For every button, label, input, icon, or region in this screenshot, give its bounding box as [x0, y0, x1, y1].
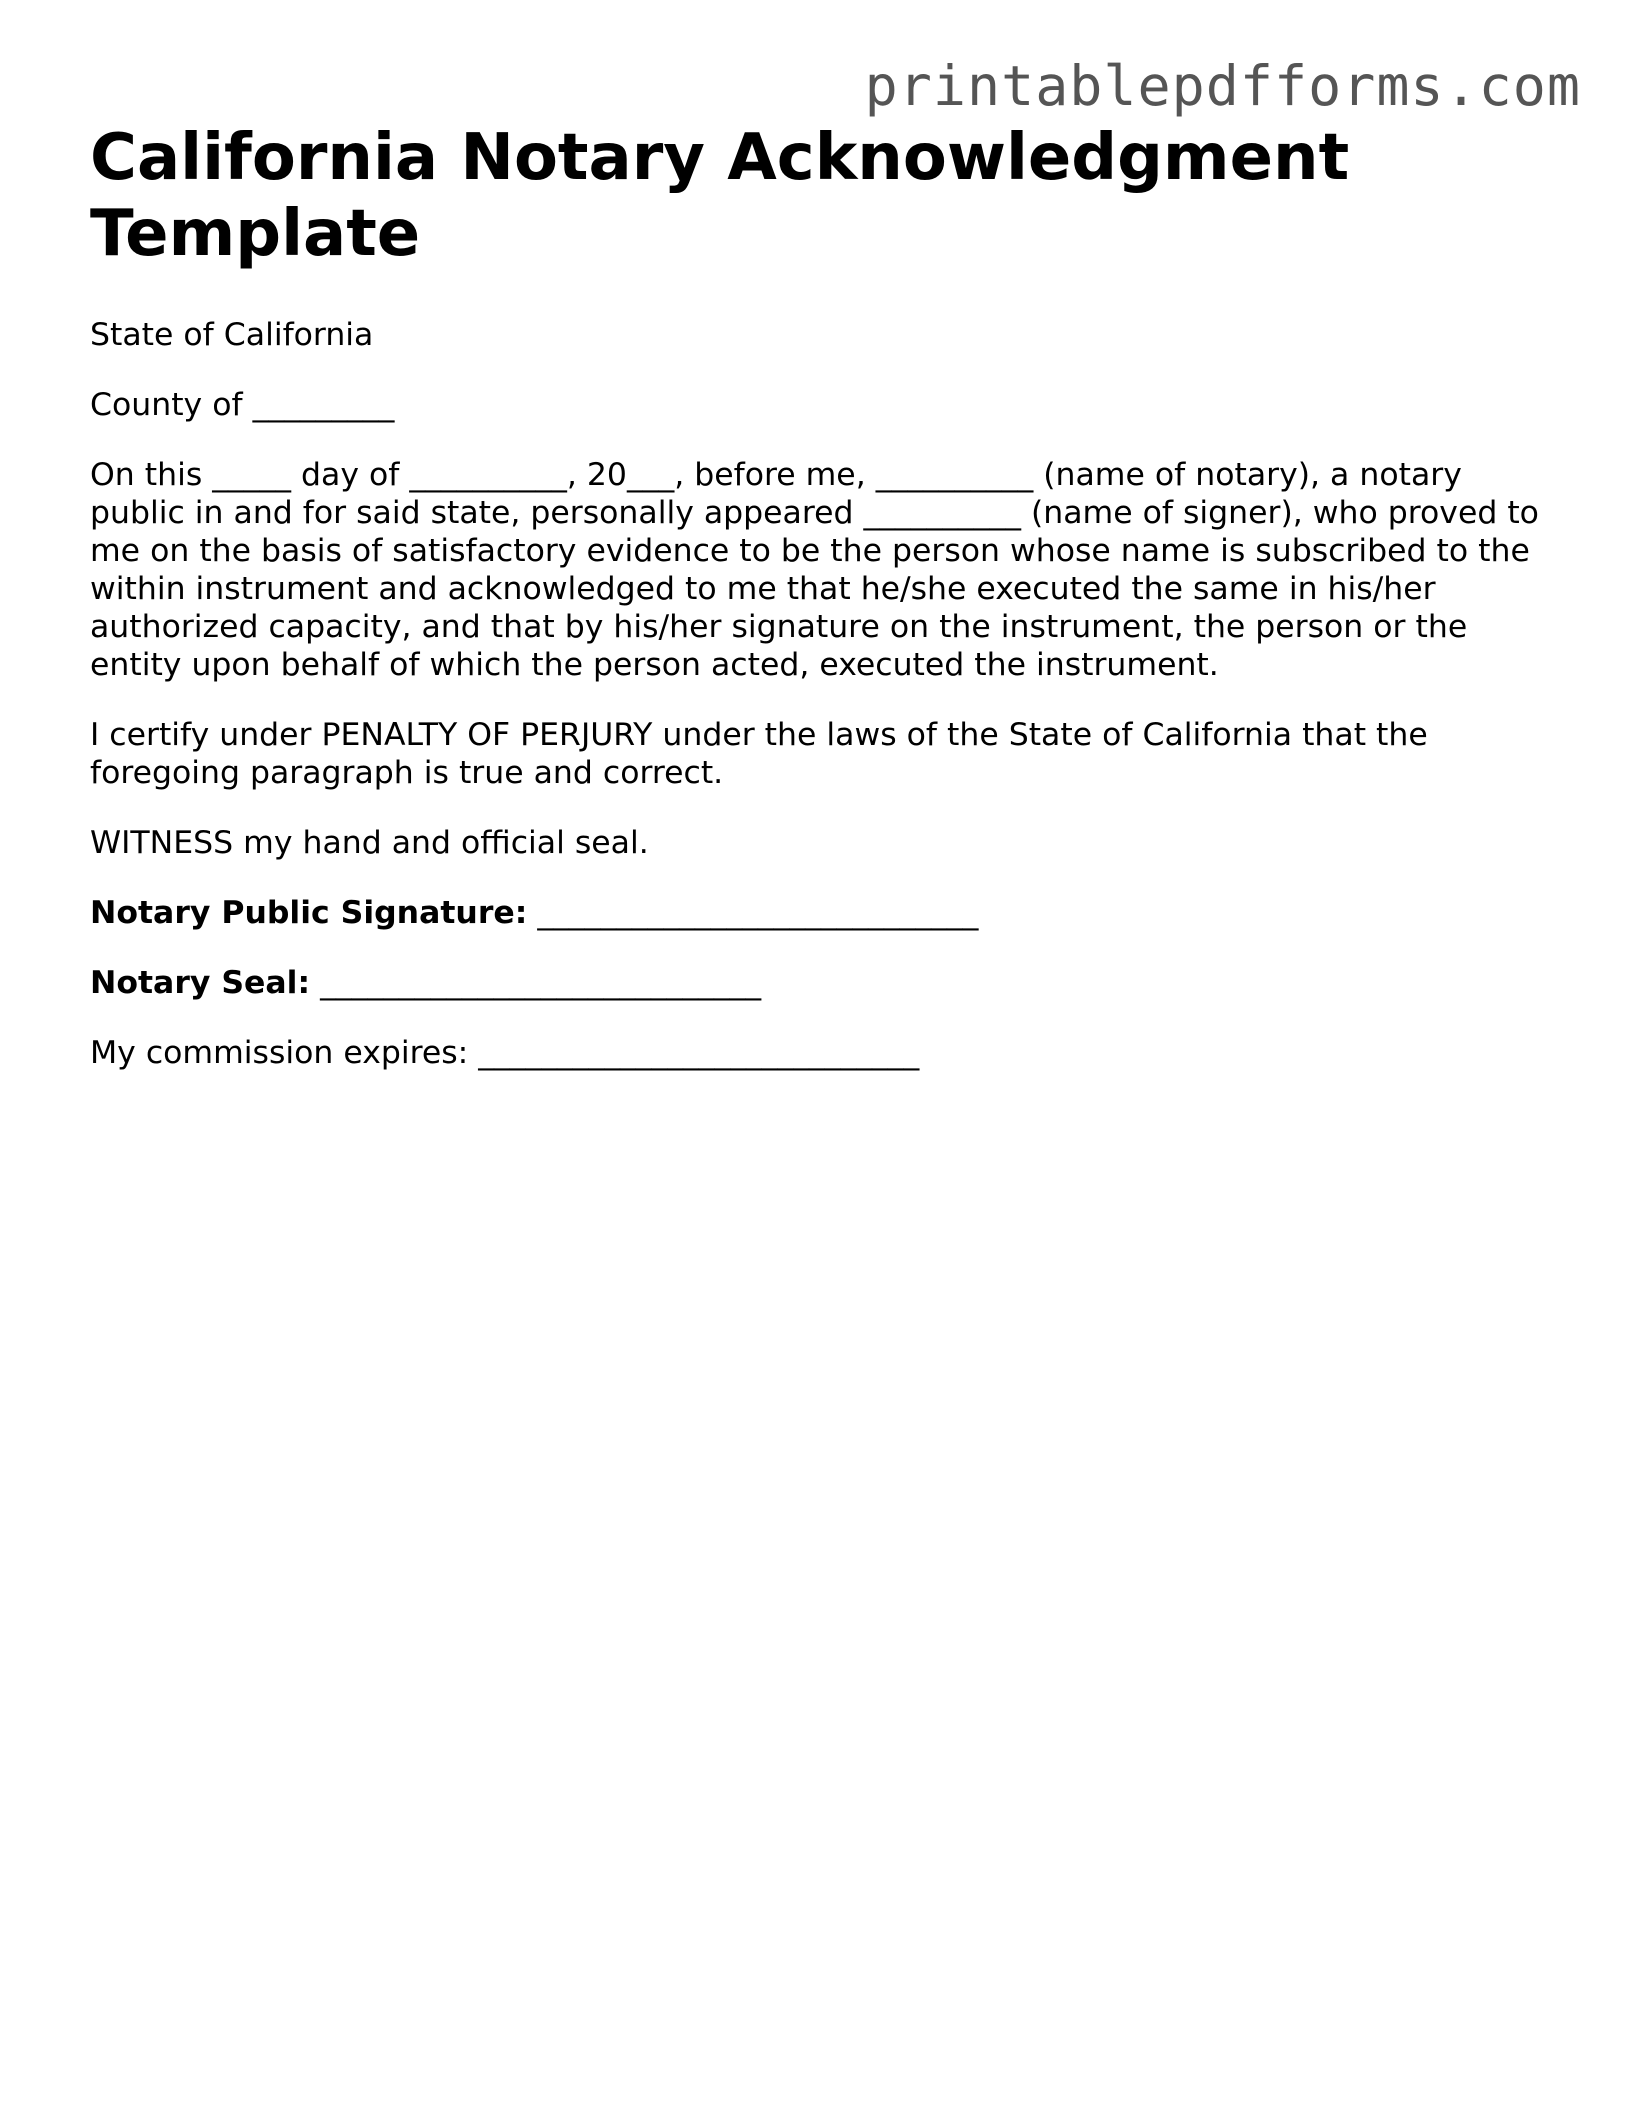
acknowledgment-paragraph: On this _____ day of __________, 20___, before me, __________ (name of notary), a notary public in and for said state, personally appeared __________ (name of signer), who proved to me on the basis of satisfactory evidence to be the person whose name is subscribed to the within instrument and acknowledged to me that he/she executed the same in his/her authorized capacity, and that by his/her signature on the instrument, the person or the entity upon behalf of which the person acted, executed the instrument.: [90, 457, 1549, 683]
document-title: California Notary Acknowledgment Template: [90, 121, 1350, 271]
certify-paragraph: I certify under PENALTY OF PERJURY under the laws of the State of California that the foregoing paragraph is true and correct.: [90, 717, 1438, 791]
county-line: County of _________: [90, 387, 395, 423]
seal-label: Notary Seal:: [90, 965, 311, 1001]
seal-blank: ____________________________: [310, 965, 762, 1001]
seal-line: [90, 964, 1540, 1002]
commission-line: My commission expires: ____________________________: [90, 1035, 920, 1071]
signature-line: [90, 894, 1540, 932]
document-page: [90, 120, 1549, 1104]
state-line: State of California: [90, 317, 374, 353]
document-body: [90, 316, 1549, 1072]
watermark: printablepdfforms.com: [864, 54, 1581, 118]
witness-line: WITNESS my hand and official seal.: [90, 825, 649, 861]
signature-blank: ____________________________: [527, 895, 979, 931]
signature-label: Notary Public Signature:: [90, 895, 528, 931]
